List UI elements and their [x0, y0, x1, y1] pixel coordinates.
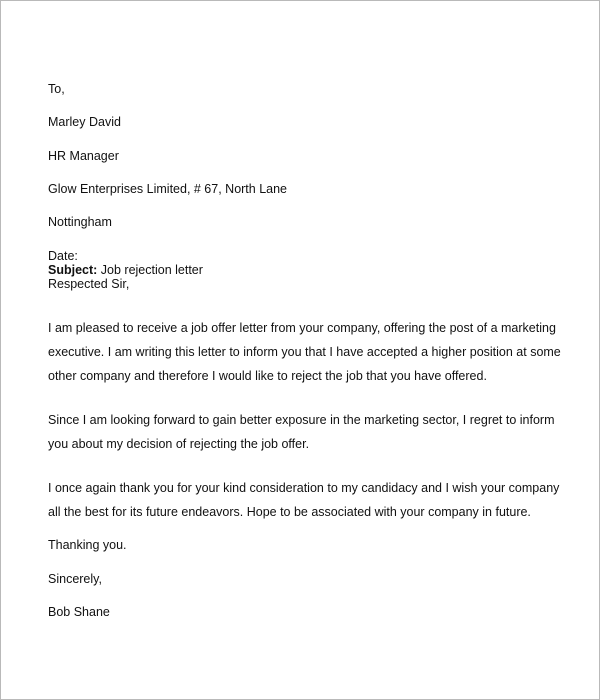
paragraph-line: executive. I am writing this letter to inform you that I have accepted a higher position at some	[48, 345, 561, 359]
paragraph-line: other company and therefore I would like to reject the job that you have offered.	[48, 369, 487, 383]
closing-line: Sincerely,	[48, 572, 102, 586]
recipient-name: Marley David	[48, 115, 121, 129]
date-line: Date:	[48, 249, 78, 263]
recipient-address: Glow Enterprises Limited, # 67, North Lane	[48, 182, 288, 196]
body-paragraph-2	[48, 408, 553, 456]
salutation-to: To,	[48, 82, 65, 96]
paragraph-line: Since I am looking forward to gain better exposure in the marketing sector, I regret to inform	[48, 413, 555, 427]
subject-label: Subject:	[48, 263, 98, 277]
recipient-title: HR Manager	[48, 149, 119, 163]
body-paragraph-3	[48, 476, 560, 524]
body-paragraph-1	[48, 316, 561, 388]
subject-text: Job rejection letter	[97, 263, 203, 277]
paragraph-line: I am pleased to receive a job offer letter from your company, offering the post of a marketing	[48, 321, 556, 335]
subject-line	[48, 263, 203, 277]
greeting: Respected Sir,	[48, 277, 130, 291]
signature: Bob Shane	[48, 605, 110, 619]
paragraph-line: I once again thank you for your kind consideration to my candidacy and I wish your company	[48, 481, 560, 495]
paragraph-line: you about my decision of rejecting the job offer.	[48, 437, 310, 451]
recipient-city: Nottingham	[48, 215, 112, 229]
paragraph-line: all the best for its future endeavors. Hope to be associated with your company in future.	[48, 505, 531, 519]
thanks-line: Thanking you.	[48, 538, 127, 552]
